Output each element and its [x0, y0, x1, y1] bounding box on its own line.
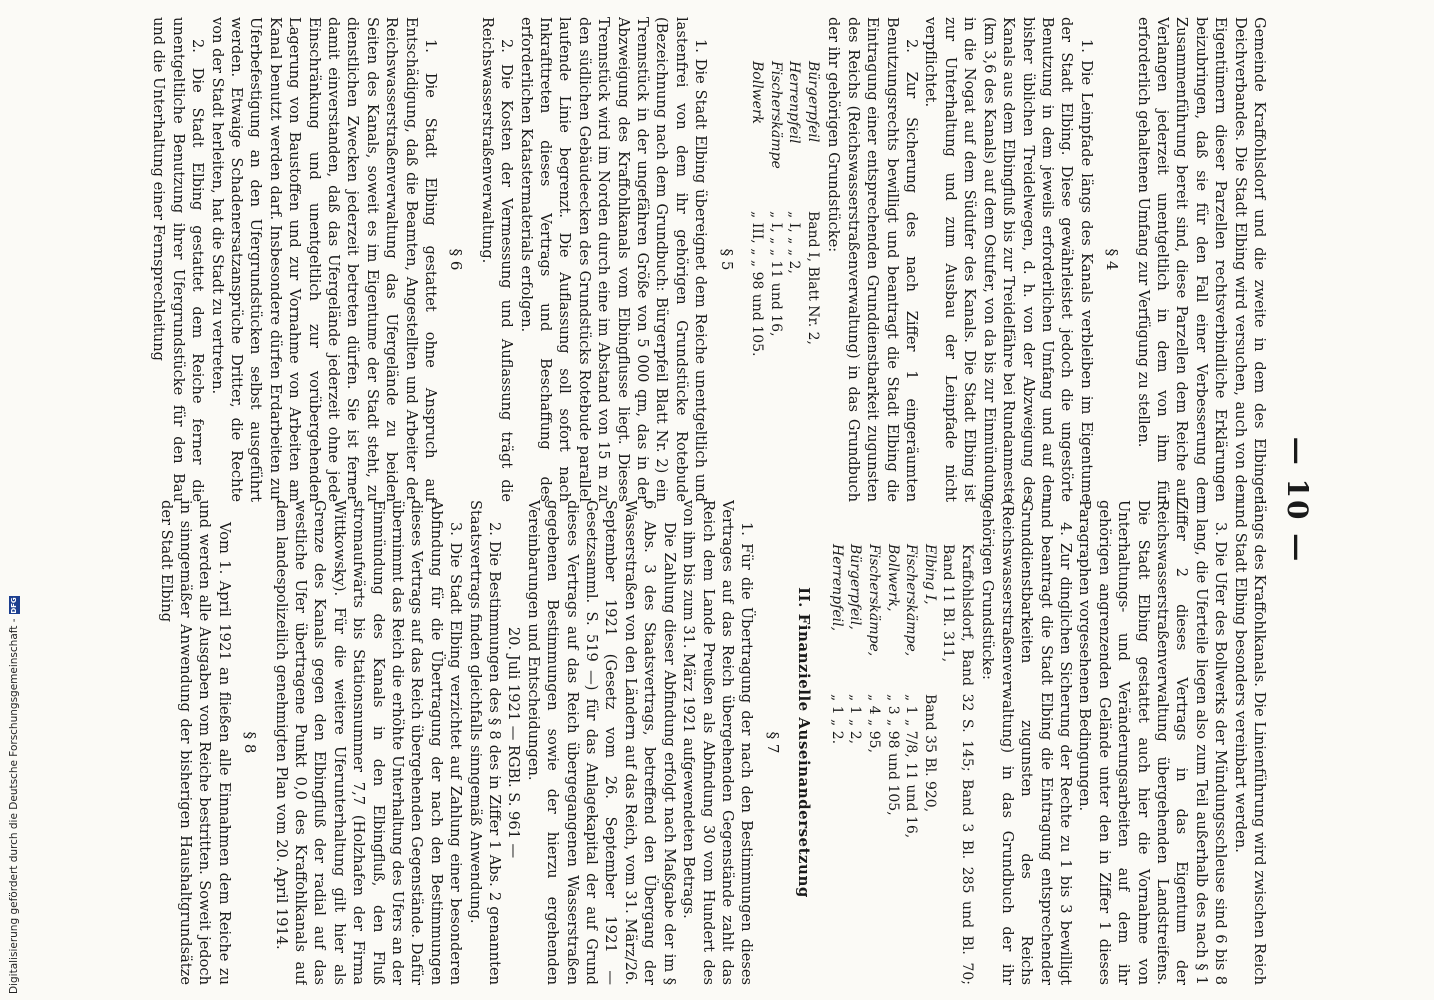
paragraph: 1. Die Stadt Elbing übereignet dem Reiche unentgeltlich und lastenfrei von dem ihr gehörigen Grundstücke Rotebude (Bezeichnung nach dem Grundbuch: Bürgerpfeil Blatt Nr. 2) ein Trennstück in der ungefähren Größe von 5 000 qm, das in der Abzweigung des Kraffohlkanals vom Elbingflusse liegt. Dieses Trennstück wird im Norden durch eine im Abstand von 15 m zu den südlichen Gebäudeecken des Grundstücks Rotebude parallel laufende Linie begrenzt. Die Auflassung soll sofort nach Inkrafttreten dieses Vertrags und Beschaffung des erforderlichen Katastermaterials erfolgen. — [517, 17, 710, 502]
paragraph: Die Zahlung dieser Abfindung erfolgt nach Maßgabe der im § 6 Abs. 3 des Staatsvertrags, betreffend den Übergang der Wasserstraßen von den Ländern auf das Reich, vom 31. März/26. September 1921 (Gesetz vom 26. September 1921 — Gesetzsamml. S. 519 —) für das Anlagekapital der auf Grund dieses Vertrags auf das Reich übergegangenen Wasserstraßen gegebenen Bestimmungen sowie der hierzu ergehenden Vereinbarungen und Entscheidungen. — [524, 500, 678, 985]
paragraph: 4. Zur dinglichen Sicherung der Rechte zu 1 bis 3 bewilligt und beantragt die Stadt Elbing die Eintragung entsprechender Grunddienstbarkeiten zugunsten des Reichs (Reichswasserstraßenverwaltung) in das Grundbuch der ihr gehörigen Grundstücke: — [979, 500, 1074, 985]
parcel-row: Fischerskämpe, „ 1 „ 7/8, 11 und 16, — [903, 544, 920, 839]
section-title: § 6 — [447, 248, 466, 271]
paragraph: 1. Die Leinpfade längs des Kanals verbleiben im Eigentume der Stadt Elbing. Diese gewährleistet jedoch die ungestörte Benutzung in dem jeweils erforderlichen Umfang und auf den bisher üblichen Treidelwegen, d. h. von der Abzweigung des Kanals aus dem Elbingfluß bis zur Treidelfähre bei Rundanmeste (km 3,6 des Kanals) auf dem Ostufer, von da bis zur Einmündung in die Nogat auf dem Südufer des Kanals. Die Stadt Elbing ist zur Unterhaltung und zum Ausbau der Leinpfade nicht verpflichtet. — [922, 17, 1095, 502]
parcel-row: Herrenpfeil „ I, „ „ 2, — [786, 61, 803, 274]
chapter-heading: II. Finanzielle Auseinandersetzung — [795, 587, 814, 898]
parcel-row: Elbing I, Band 35 Bl. 920, — [921, 544, 938, 813]
parcel-row: Bollwerk, „ 3 „ 98 und 105, — [884, 544, 901, 816]
right-column — [94, 500, 1269, 985]
credit-text: Digitalisierung gefördert durch die Deutsche Forschungsgemeinschaft - — [8, 618, 20, 994]
dfg-logo: DFG — [9, 597, 18, 614]
section-title: § 7 — [763, 731, 782, 754]
parcel-list-head: Kraffohlsdorf, Band 32 S. 145; Band 3 Bl. 285 und Bl. 70; Band 11 Bl. 311, — [940, 544, 975, 985]
parcel-list — [748, 61, 822, 502]
paragraph: 1. Für die Übertragung der nach den Bestimmungen dieses Vertrages auf das Reich übergehenden Gegenstände zahlt das Reich dem Lande Preußen als Abfindung 30 vom Hundert des von ihm bis zum 31. März 1921 aufgewendeten Betrags. — [680, 500, 756, 985]
paragraph: Vom 1. April 1921 an fließen alle Einnahmen dem Reiche zu und werden alle Ausgaben vom Reiche bestritten. Soweit jedoch in sinngemäßer Anwendung der bisherigen Haushaltgrundsätze der Stadt Elbing — [157, 500, 233, 985]
paragraph: längs des Kraffohlkanals. Die Linienführung wird zwischen Reich und Stadt Elbing besonders vereinbart werden. — [1231, 500, 1268, 985]
parcel-row: Bürgerpfeil, „ 1 „ 2, — [847, 544, 864, 745]
paragraph: 2. Die Kosten der Vermessung und Auflassung trägt die Reichswasserstraßenverwaltung. — [478, 17, 516, 502]
parcel-row: Bürgerpfeil Band I, Blatt Nr. 2, — [805, 61, 822, 345]
paragraph: 3. Die Ufer des Bollwerks der Mündungsschleuse sind 6 bis 8 m lang, die Uferteile liegen also zum Teil außerhalb des nach § 1 Ziffer 2 dieses Vertrags in das Eigentum der Reichswasserstraßenverwaltung übergehenden Landstreifens. Die Stadt Elbing gestattet auch hier die Vornahme von Unterhaltungs- und Veränderungsarbeiten auf dem ihr gehörigen angrenzenden Gelände unter den in Ziffer 1 dieses Paragraphen vorgesehenen Bedingungen. — [1076, 500, 1230, 985]
paragraph: 2. Die Bestimmungen des § 8 des in Ziffer 1 Abs. 2 genannten Staatsvertrags finden gleichfalls sinngemäß Anwendung. — [466, 500, 504, 985]
parcel-row: Fischerskämpe „ I, „ „ 11 und 16, — [767, 61, 784, 337]
paragraph: 2. Die Stadt Elbing gestattet dem Reiche ferner die unentgeltliche Benutzung ihrer Ufergrundstücke für den Bau und die Unterhaltung einer Fernsprechleitung — [150, 17, 207, 502]
paragraph: 3. Die Stadt Elbing verzichtet auf Zahlung einer besonderen Abfindung für die Übertragung der nach den Bestimmungen dieses Vertrags auf das Reich übergehenden Gegenstände. Dafür übernimmt das Reich die erhöhte Unterhaltung des Ufers an der Einmündung des Kanals in den Elbingfluß, den Fluß stromaufwärts bis Stationsnummer 7,7 (Holzhafen der Firma Wittkowsky). Für die weitere Uferunterhaltung gilt hier als Grenze des Kanals gegen den Elbingfluß der radial auf das westliche Ufer übertragene Punkt 0,0 des Kraffohlkanals auf dem landespolizeilich genehmigten Plan vom 20. April 1914. — [272, 500, 465, 985]
page-number: — 10 — — [1281, 436, 1314, 564]
section-title: § 8 — [241, 731, 260, 754]
parcel-row: Fischerskämpe, „ 4 „ 95, — [865, 544, 882, 754]
digitization-credit — [6, 4, 20, 994]
paragraph: Gemeinde Kraffohlsdorf und die zweite in dem des Elbinger Deichverbandes. Die Stadt Elbing wird versuchen, auch von den Eigentümern dieser Parzellen rechtsverbindliche Erklärungen beizubringen, daß sie für den Fall einer Verbesserung der Zusammenführung bereit sind, diese Parzellen dem Reiche auf Verlangen jederzeit unentgeltlich in dem von ihm für erforderlich gehaltenen Umfang zur Verfügung zu stellen. — [1134, 17, 1268, 502]
parcel-row: Herrenpfeil, „ 1 „ 2. — [828, 544, 845, 745]
parcel-row: Bollwerk „ III, „ „ 98 und 105. — [749, 61, 766, 357]
section-title: § 4 — [1103, 248, 1122, 271]
left-column — [94, 17, 1269, 502]
paragraph: 2. Zur Sicherung des nach Ziffer 1 eingeräumten Benutzungsrechts bewilligt und beantragt die Stadt Elbing die Eintragung einer entsprechenden Grunddienstbarkeit zugunsten des Reichs (Reichswasserstraßenverwaltung) in das Grundbuch der ihr gehörigen Grundstücke: — [825, 17, 921, 502]
paragraph: 1. Die Stadt Elbing gestattet ohne Anspruch auf Entschädigung, daß die Beamten, Angestellten und Arbeiter der Reichswasserstraßenverwaltung das Ufergelände zu beiden Seiten des Kanals, soweit es im Eigentume der Stadt steht, zu dienstlichen Zwecken jederzeit betreten dürfen. Sie ist ferner damit einverstanden, daß das Ufergelände jederzeit ohne jede Einschränkung und unentgeltlich zur vorübergehenden Lagerung von Baustoffen und zur Vornahme von Arbeiten am Kanal benutzt werden darf. Insbesondere dürfen Erdarbeiten zur Uferbefestigung an den Ufergrundstücken selbst ausgeführt werden. Etwaige Schadenersatzansprüche Dritter, die Rechte von der Stadt herleiten, hat die Stadt zu vertreten. — [208, 17, 439, 502]
margin-insertion: 20. Juli 1921 — RGBl. S. 961 — — [505, 626, 523, 859]
section-title: § 5 — [717, 248, 736, 271]
parcel-list — [827, 544, 976, 985]
